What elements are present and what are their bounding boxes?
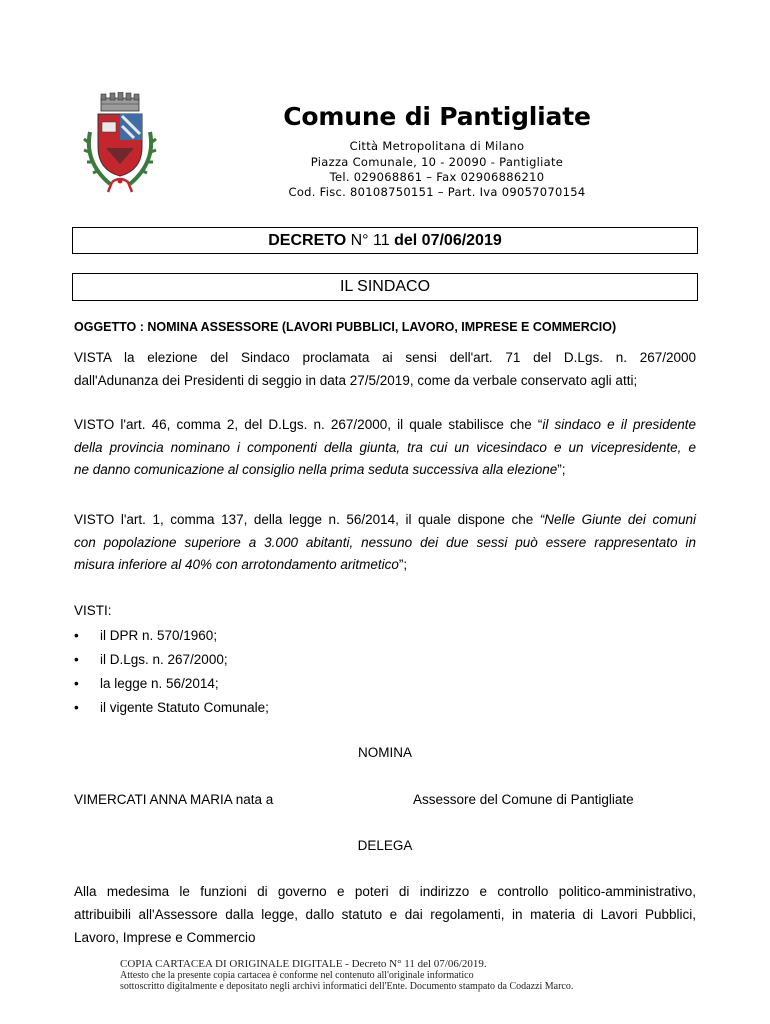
decreto-number: N° 11 [350, 232, 390, 249]
oggetto-heading: OGGETTO : NOMINA ASSESSORE (LAVORI PUBBLICI, LAVORO, IMPRESE E COMMERCIO) [74, 320, 617, 334]
list-item: • il vigente Statuto Comunale; [74, 700, 269, 715]
visto-legge56-quote-start: “Nelle Giunte dei comuni [539, 512, 697, 527]
visto-art46-end: ”; [557, 462, 566, 477]
list-item: • il D.Lgs. n. 267/2000; [74, 652, 228, 667]
header-line-metropolitan-city: Città Metropolitana di Milano [349, 139, 525, 153]
vista-line-1: VISTA la elezione del Sindaco proclamata ai sensi dell'art. 71 del D.Lgs. n. 267/2000 [74, 350, 696, 365]
visto-legge56-line-3 [74, 554, 696, 577]
header-line-address: Piazza Comunale, 10 - 20090 - Pantigliate [310, 155, 564, 169]
visto-art46-paragraph [74, 414, 696, 482]
visto-legge56-paragraph [74, 509, 696, 577]
decreto-del: del [394, 232, 418, 249]
delega-line-2: attribuibili all'Assessore dalla legge, dallo statuto e dai regolamenti, in materia di Lavori Pubblici, [74, 907, 696, 922]
vista-line-2: dall'Adunanza dei Presidenti di seggio in data 27/5/2019, come da verbale conservato agli atti; [74, 372, 638, 388]
bullet-icon: • [74, 676, 79, 691]
delega-heading: DELEGA [357, 838, 413, 853]
footer-signature-note: sottoscritto digitalmente e depositato negli archivi informatici dell'Ente. Documento stampato da Codazzi Marco. [120, 981, 574, 992]
visto-art46-line-2: della provincia nominano i componenti della giunta, tra cui un vicesindaco e un vicepresidente, e [74, 439, 696, 455]
visto-art46-quote-start: il sindaco e il presidente [542, 417, 696, 432]
list-item: • il DPR n. 570/1960; [74, 628, 218, 643]
sindaco-box: IL SINDACO [72, 273, 698, 301]
visto-legge56-intro: VISTO l'art. 1, comma 137, della legge n. 56/2014, il quale dispone che [74, 512, 540, 527]
delega-paragraph [74, 880, 696, 949]
municipality-title: Comune di Pantigliate [283, 102, 591, 131]
decreto-date: 07/06/2019 [421, 232, 502, 249]
nomina-heading: NOMINA [358, 745, 412, 760]
bullet-icon: • [74, 628, 79, 643]
header-line-tax-codes: Cod. Fisc. 80108750151 – Part. Iva 09057070154 [288, 185, 586, 199]
delega-line-1: Alla medesima le funzioni di governo e poteri di indirizzo e controllo politico-amministrativo, [74, 884, 696, 899]
visto-art46-line-3 [74, 459, 696, 482]
footer-copy-notice: COPIA CARTACEA DI ORIGINALE DIGITALE - Decreto N° 11 del 07/06/2019. [120, 958, 487, 970]
decreto-word: DECRETO [268, 232, 347, 249]
visto-art46-line-1 [74, 414, 696, 437]
visto-legge56-line-1 [74, 509, 696, 532]
visto-art46-quote-end: ne danno comunicazione al consiglio nella prima seduta successiva alla elezione [74, 462, 558, 477]
delega-line-3: Lavoro, Imprese e Commercio [74, 930, 256, 945]
bullet-icon: • [74, 700, 79, 715]
visto-legge56-quote-end: misura inferiore al 40% con arrotondamento aritmetico [74, 557, 399, 572]
bullet-icon: • [74, 652, 79, 667]
list-item: • la legge n. 56/2014; [74, 676, 219, 691]
nomina-role: Assessore del Comune di Pantigliate [413, 792, 634, 807]
footer-attestation: Attesto che la presente copia cartacea è conforme nel contenuto all'originale informatico [120, 970, 474, 981]
visto-art46-intro: VISTO l'art. 46, comma 2, del D.Lgs. n. 267/2000, il quale stabilisce che “ [74, 417, 543, 432]
vista-paragraph [74, 347, 696, 392]
header-line-phone-fax: Tel. 029068861 – Fax 02906886210 [329, 170, 545, 184]
nomina-person: VIMERCATI ANNA MARIA nata a [74, 792, 274, 807]
decreto-box [72, 227, 698, 254]
visti-label: VISTI: [74, 603, 112, 618]
visto-legge56-line-2: con popolazione superiore a 3.000 abitanti, nessuno dei due sessi può essere rappresentato in [74, 534, 696, 550]
visto-legge56-end: ”; [398, 557, 408, 572]
municipal-crest-icon [80, 92, 160, 194]
